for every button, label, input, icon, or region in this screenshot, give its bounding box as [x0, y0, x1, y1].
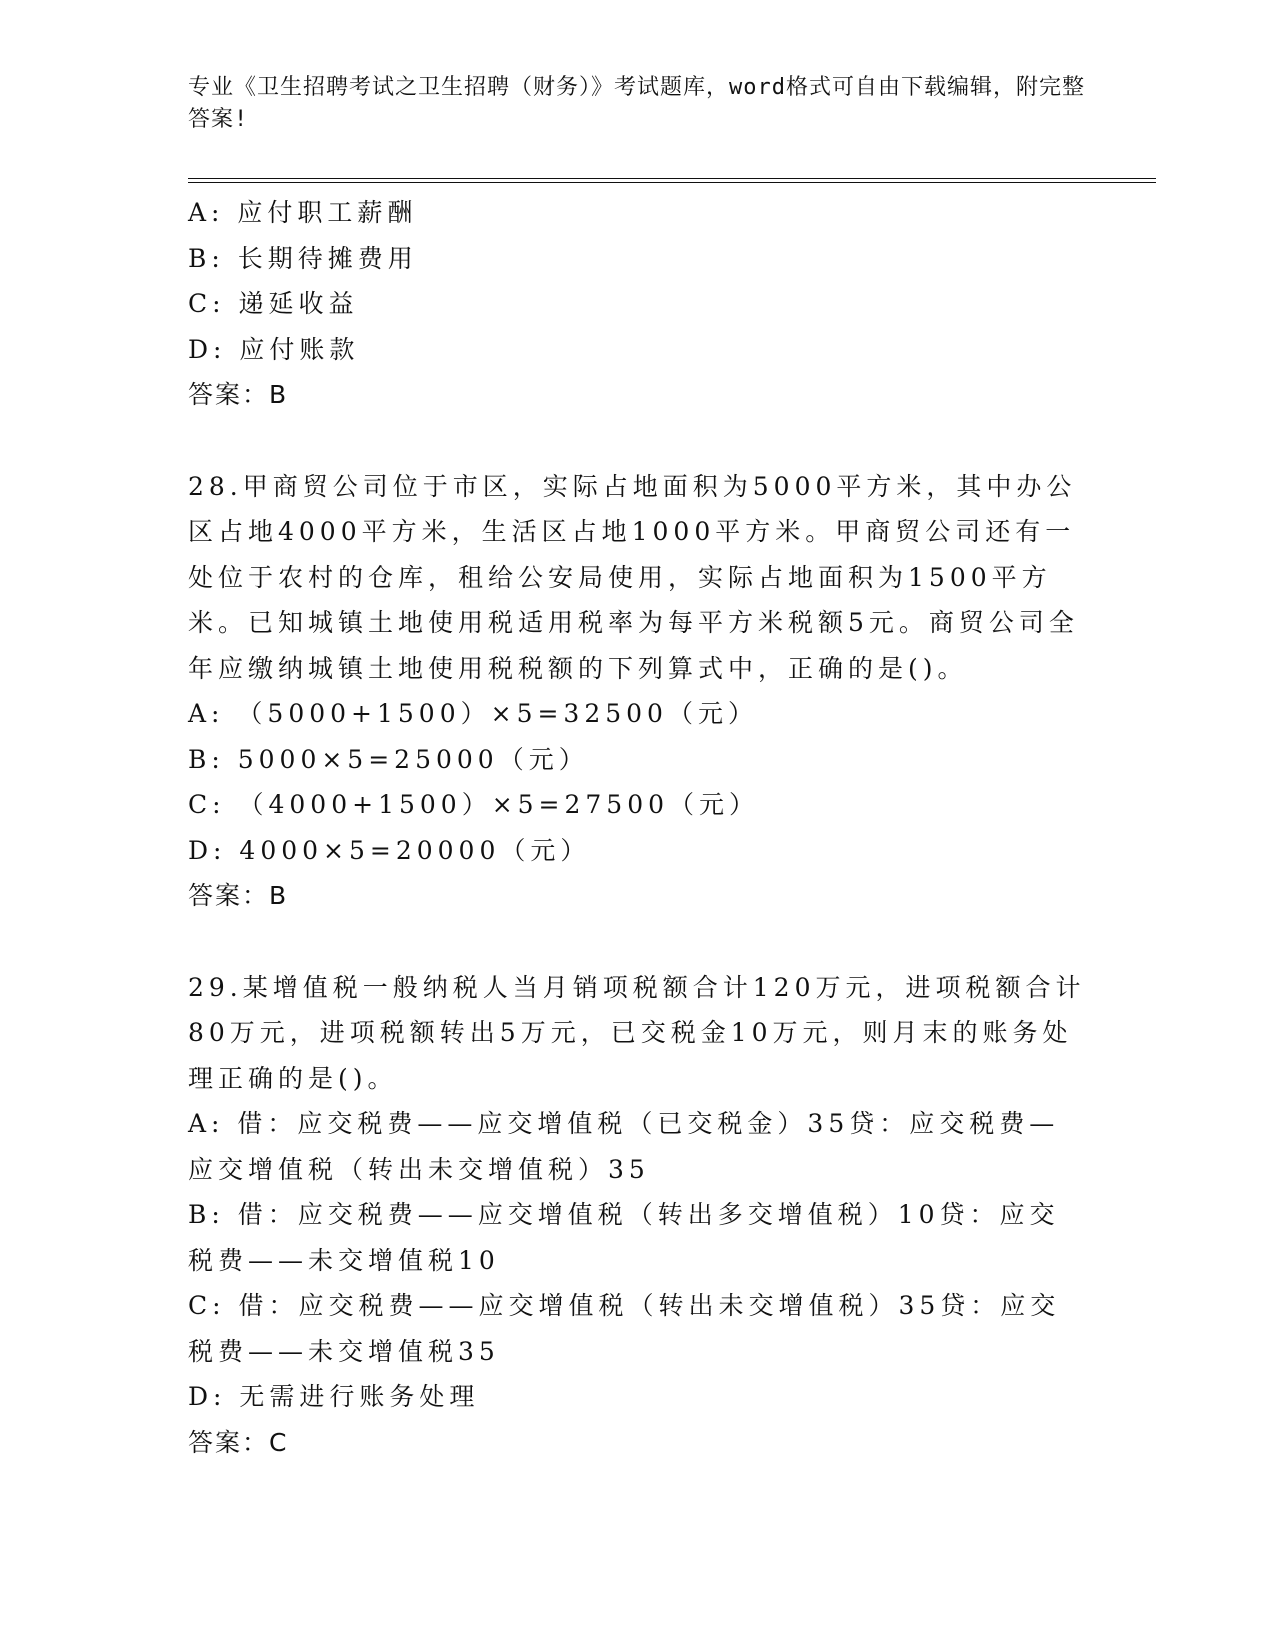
option-a: A: 借：应交税费——应交增值税（已交税金）35贷：应交税费—应交增值税（转出未交增值税）35: [188, 1109, 1060, 1184]
option-a: A: （5000+1500）×5=32500（元）: [188, 699, 758, 728]
option-b: B: 长期待摊费用: [188, 243, 418, 273]
option-c: C: 递延收益: [188, 289, 359, 318]
question-29: [188, 965, 1088, 1466]
question-text: 29.某增值税一般纳税人当月销项税额合计120万元，进项税额合计80万元，进项税额转出5万元，已交税金10万元，则月末的账务处理正确的是()。: [188, 972, 1086, 1093]
option-b: B: 5000×5=25000（元）: [188, 744, 589, 774]
question-text: 28.甲商贸公司位于市区，实际占地面积为5000平方米，其中办公区占地4000平方米，生活区占地1000平方米。甲商贸公司还有一处位于农村的仓库，租给公安局使用，实际占地面积为1500平方米。已知城镇土地使用税适用税率为每平方米税额5元。商贸公司全年应缴纳城镇土地使用税税额的下列算式中，正确的是()。: [188, 471, 1079, 683]
option-c: C: （4000+1500）×5=27500（元）: [188, 790, 760, 819]
option-d: D: 应付账款: [188, 334, 360, 364]
option-a: A: 应付职工薪酬: [188, 198, 418, 227]
header-divider-top: [188, 178, 1156, 179]
question-block-prev: [188, 190, 1088, 418]
document-header: 专业《卫生招聘考试之卫生招聘（财务）》考试题库，word格式可自由下载编辑，附完整答案!: [188, 75, 1085, 132]
answer-line: 答案：B: [188, 380, 289, 409]
option-b: B: 借：应交税费——应交增值税（转出多交增值税）10贷：应交税费——未交增值税10: [188, 1200, 1060, 1275]
option-c: C: 借：应交税费——应交增值税（转出未交增值税）35贷：应交税费——未交增值税35: [188, 1291, 1061, 1366]
option-d: D: 4000×5=20000（元）: [188, 835, 591, 865]
question-list: [188, 190, 1088, 1465]
answer-line: 答案：B: [188, 881, 289, 910]
answer-line: 答案：C: [188, 1427, 289, 1457]
question-28: [188, 464, 1088, 919]
header-divider-bottom: [188, 182, 1156, 183]
option-d: D: 无需进行账务处理: [188, 1382, 480, 1411]
